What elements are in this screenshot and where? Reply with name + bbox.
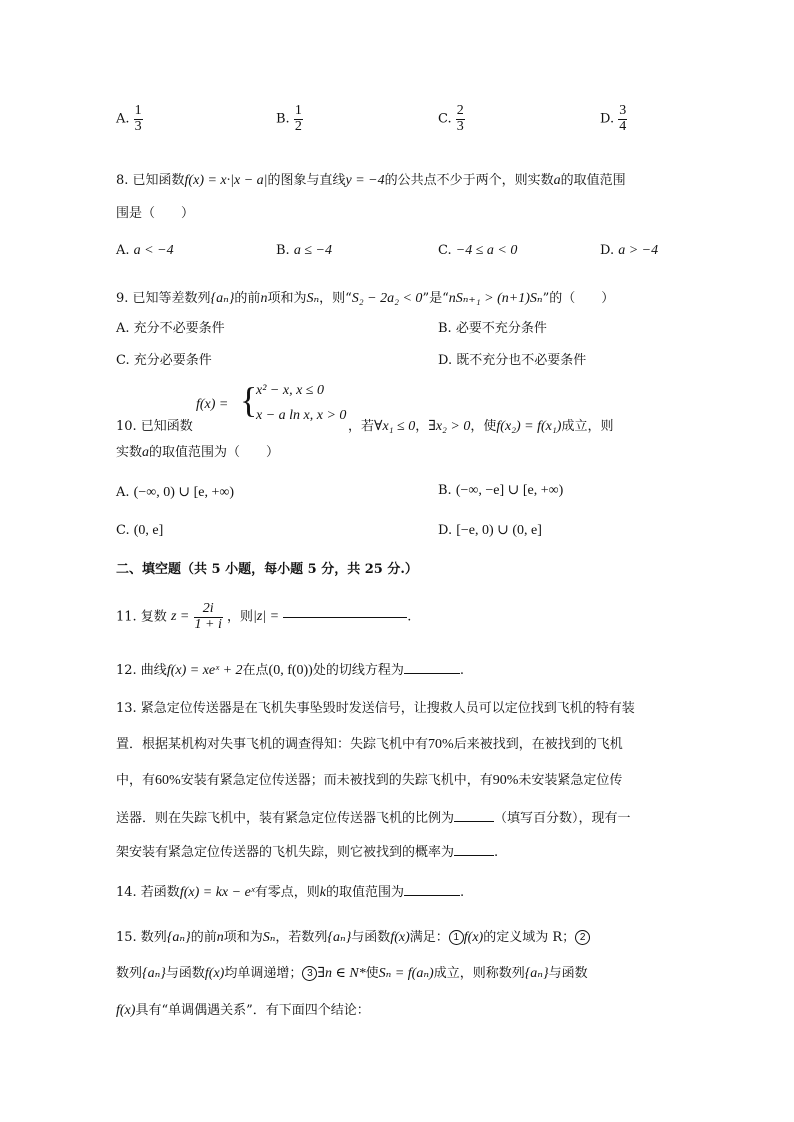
q7-option-c: C. $\frac{2}{3}$: [438, 103, 464, 134]
q10-stem-line2: 实数a的取值范围为（ ）: [116, 445, 280, 460]
circled-number-2: 2: [575, 930, 590, 945]
q8-function: f(x) = x·|x − a|: [184, 173, 268, 188]
q9-option-a: A. 充分不必要条件: [116, 321, 225, 336]
q7-option-d: D. $\frac{3}{4}$: [600, 103, 627, 134]
q10-option-b: B. (−∞, −e] ∪ [e, +∞): [438, 483, 564, 498]
q11-answer-blank[interactable]: [283, 617, 407, 618]
q7-c-fraction: $\frac{2}{3}$: [456, 103, 464, 134]
q10-option-d: D. [−e, 0) ∪ (0, e]: [438, 523, 542, 538]
q7-option-a: A. $\frac{1}{3}$: [116, 103, 142, 134]
q15-line-3: f(x)具有“单调偶遇关系”．有下面四个结论：: [116, 1003, 370, 1018]
q10-option-c: C. (0, e]: [116, 523, 164, 538]
q10-stem-prefix: 10. 已知函数: [116, 419, 193, 434]
q8-option-a: A. a < −4: [116, 243, 174, 258]
q10-option-a: A. (−∞, 0) ∪ [e, +∞): [116, 485, 235, 500]
q7-a-fraction: $\frac{1}{3}$: [134, 103, 142, 134]
q11-stem: 11. 复数 z = $\frac{2i}{1 + i}$ ，则|z| = .: [116, 601, 412, 632]
q15-line-1: 15. 数列{aₙ}的前n项和为Sₙ，若数列{aₙ}与函数f(x)满足： 1 f(x)的定义域为 R； 2: [116, 930, 590, 945]
q8-line: y = −4: [345, 173, 385, 188]
q7-d-fraction: $\frac{3}{4}$: [619, 103, 627, 134]
q13-line-1: 13. 紧急定位传送器是在飞机失事坠毁时发送信号，让搜救人员可以定位找到飞机的特有装: [116, 701, 635, 716]
q13-line-4: 送器．则在失踪飞机中，装有紧急定位传送器飞机的比例为 （填写百分数），现有一: [116, 811, 631, 826]
q13-answer-blank-2[interactable]: [454, 855, 494, 856]
q14-stem: 14. 若函数f(x) = kx − eˣ有零点，则k的取值范围为 .: [116, 885, 465, 900]
circled-number-3: 3: [302, 966, 317, 981]
q13-answer-blank-1[interactable]: [454, 821, 494, 822]
q9-option-c: C. 充分必要条件: [116, 353, 212, 368]
q11-fraction: $\frac{2i}{1 + i}$: [194, 601, 222, 632]
q13-line-3: 中，有60%安装有紧急定位传送器；而未被找到的失踪飞机中，有90%未安装紧急定位传: [116, 773, 623, 788]
circled-number-1: 1: [449, 930, 464, 945]
q13-line-2: 置．根据某机构对失事飞机的调查得知：失踪飞机中有70%后来被找到，在被找到的飞机: [116, 737, 623, 752]
q8-stem: 8. 已知函数f(x) = x·|x − a|的图象与直线y = −4的公共点不少于两个，则实数a的取值范围: [116, 173, 626, 188]
q8-option-d: D. a > −4: [600, 243, 659, 258]
q14-function: f(x) = kx − eˣ: [179, 885, 255, 900]
q7-option-b: B. $\frac{1}{2}$: [276, 103, 302, 134]
q12-function: f(x) = xeˣ + 2: [166, 663, 243, 678]
q9-option-d: D. 既不充分也不必要条件: [438, 353, 587, 368]
q7-b-fraction: $\frac{1}{2}$: [294, 103, 302, 134]
q12-stem: 12. 曲线f(x) = xeˣ + 2在点(0, f(0))处的切线方程为 .: [116, 663, 464, 678]
q9-stem: 9. 已知等差数列{aₙ}的前n项和为Sₙ，则“S₂ − 2a₂ < 0”是“nSₙ₊₁ > (n+1)Sₙ”的（ ）: [116, 291, 615, 306]
q14-answer-blank[interactable]: [404, 895, 460, 896]
q12-answer-blank[interactable]: [404, 673, 460, 674]
q8-stem-line2: 围是（ ）: [116, 206, 195, 221]
q8-option-b: B. a ≤ −4: [276, 243, 332, 258]
q9-condition-1: S₂ − 2a₂ < 0: [351, 291, 423, 306]
q13-line-5: 架安装有紧急定位传送器的飞机失踪，则它被找到的概率为 .: [116, 845, 499, 860]
q9-option-b: B. 必要不充分条件: [438, 321, 547, 336]
q8-option-c: C. −4 ≤ a < 0: [438, 243, 518, 258]
q10-stem-rest: ，若∀x₁ ≤ 0，∃x₂ > 0，使f(x₂) = f(x₁)成立，则: [348, 419, 614, 434]
section-2-heading: 二、填空题（共 5 小题，每小题 5 分，共 25 分.）: [116, 562, 418, 577]
q15-line-2: 数列{aₙ}与函数f(x)均单调递增； 3 ∃n ∈ N*使Sₙ = f(aₙ)成立，则称数列{aₙ}与函数: [116, 966, 588, 981]
q9-condition-2: nSₙ₊₁ > (n+1)Sₙ: [448, 291, 543, 306]
